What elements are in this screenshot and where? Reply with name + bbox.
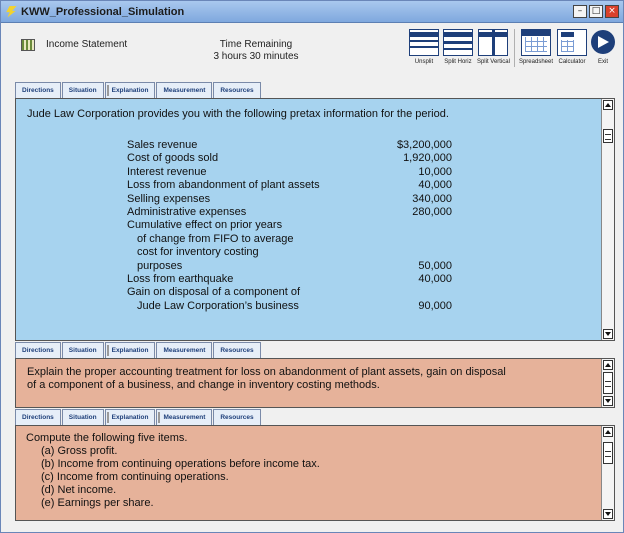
financial-row-amount: 50,000 [418,259,452,272]
header [1,23,623,73]
measurement-item-d: (d) Net income. [41,484,117,496]
spreadsheet-button[interactable] [519,29,553,65]
tab-situation[interactable]: Situation [62,82,104,99]
financial-row-label: Jude Law Corporation’s business [137,299,299,312]
time-remaining-value: 3 hours 30 minutes [213,51,299,62]
financial-row-amount: 90,000 [418,299,452,312]
financial-row-label: Gain on disposal of a component of [127,286,301,299]
tab-bar-bottom [15,409,262,426]
scroll-down-icon[interactable] [603,509,613,519]
financial-row [127,152,452,165]
tab-measurement[interactable]: Measurement [156,82,212,99]
financial-row-label: cost for inventory costing [137,246,259,259]
split-vertical-icon [478,29,508,56]
scroll-up-icon[interactable] [603,427,613,437]
financial-row [127,286,452,299]
split-horiz-button[interactable] [443,29,473,65]
financial-row-label: purposes [137,259,183,272]
calculator-button[interactable] [557,29,587,65]
explanation-scrollbar[interactable] [601,359,614,407]
tab-resources[interactable]: Resources [213,409,260,426]
toolbar [405,29,615,67]
financial-row-label: Administrative expenses [127,206,247,218]
scroll-thumb[interactable] [603,372,613,394]
financial-row-amount: $3,200,000 [396,139,452,151]
split-horiz-icon [443,29,473,56]
unsplit-icon [409,29,439,56]
measurement-item-a: (a) Gross profit. [41,445,118,457]
situation-pane [15,98,615,341]
tab-directions[interactable]: Directions [15,82,61,99]
window-controls [573,5,619,18]
minimize-button[interactable]: – [573,5,587,18]
window-title: KWW_Professional_Simulation [21,5,185,18]
lightning-icon [5,6,17,18]
split-horiz-label: Split Horiz [444,59,472,65]
scroll-thumb[interactable] [603,442,613,464]
scroll-down-icon[interactable] [603,329,613,339]
tab-explanation[interactable]: Explanation [105,409,156,426]
tab-directions[interactable]: Directions [15,409,61,426]
measurement-scrollbar[interactable] [601,426,614,520]
measurement-pane [15,425,615,521]
time-remaining-label: Time Remaining [219,39,293,50]
financial-row-label: of change from FIFO to average [137,232,294,245]
tab-measurement[interactable]: Measurement [156,409,212,426]
financial-row [127,260,452,273]
explanation-line-1: Explain the proper accounting treatment for loss on abandonment of plant assets, gain on disposal [27,366,506,378]
tab-situation[interactable]: Situation [62,342,104,359]
financial-row [127,233,452,246]
financial-row-amount: 1,920,000 [403,152,452,165]
financial-row-label: Cumulative effect on prior years [127,219,283,232]
financial-row-label: Cost of goods sold [127,152,219,165]
financial-row [127,193,452,206]
measurement-list [41,445,320,510]
situation-intro: Jude Law Corporation provides you with the following pretax information for the period. [27,108,449,120]
financial-row-amount: 280,000 [412,206,452,218]
maximize-button[interactable]: □ [589,5,603,18]
split-vertical-label: Split Vertical [476,59,510,65]
measurement-item-b: (b) Income from continuing operations before income tax. [41,458,320,470]
scroll-up-icon[interactable] [603,360,613,370]
measurement-item-e: (e) Earnings per share. [41,497,154,509]
income-statement-icon [21,39,35,51]
situation-scrollbar[interactable] [601,99,614,340]
financial-row [127,246,452,259]
split-vertical-button[interactable] [477,29,510,65]
measurement-intro: Compute the following five items. [26,432,188,444]
explanation-pane [15,358,615,408]
scroll-down-icon[interactable] [603,396,613,406]
financial-row [127,139,452,152]
spreadsheet-icon [521,29,551,56]
statement-label: Income Statement [46,39,128,50]
financial-row [127,273,452,286]
explanation-line-2: of a component of a business, and change in inventory costing methods. [27,379,380,391]
financial-row-label: Loss from earthquake [127,273,234,285]
financial-row-label: Interest revenue [127,165,207,178]
unsplit-button[interactable] [409,29,439,65]
financial-row [127,219,452,232]
financial-row-amount: 340,000 [412,192,452,205]
spreadsheet-label: Spreadsheet [518,59,553,65]
financial-row [127,300,452,313]
tab-bar-top [15,82,262,99]
scroll-thumb[interactable] [603,129,613,143]
financial-row-label: Loss from abandonment of plant assets [127,179,320,192]
tab-explanation[interactable]: Explanation [105,342,156,359]
exit-label: Exit [597,59,608,65]
financial-row-label: Selling expenses [127,192,211,205]
exit-button[interactable] [591,29,615,65]
tab-resources[interactable]: Resources [213,342,260,359]
financial-row-amount: 10,000 [418,165,452,178]
financial-row-amount: 40,000 [418,273,452,285]
tab-explanation[interactable]: Explanation [105,82,156,99]
tab-directions[interactable]: Directions [15,342,61,359]
financial-row [127,206,452,219]
tab-bar-middle [15,342,262,359]
financial-row [127,166,452,179]
calculator-icon [557,29,587,56]
tab-measurement[interactable]: Measurement [156,342,212,359]
tab-resources[interactable]: Resources [213,82,260,99]
scroll-up-icon[interactable] [603,100,613,110]
calculator-label: Calculator [558,59,586,65]
close-button[interactable]: × [605,5,619,18]
financial-row-amount: 40,000 [418,179,452,192]
toolbar-separator [514,29,515,67]
financial-row [127,179,452,192]
tab-situation[interactable]: Situation [62,409,104,426]
unsplit-label: Unsplit [414,59,434,65]
exit-icon [591,30,615,54]
financial-row-label: Sales revenue [127,139,198,151]
title-bar [1,1,623,23]
measurement-item-c: (c) Income from continuing operations. [41,471,229,483]
